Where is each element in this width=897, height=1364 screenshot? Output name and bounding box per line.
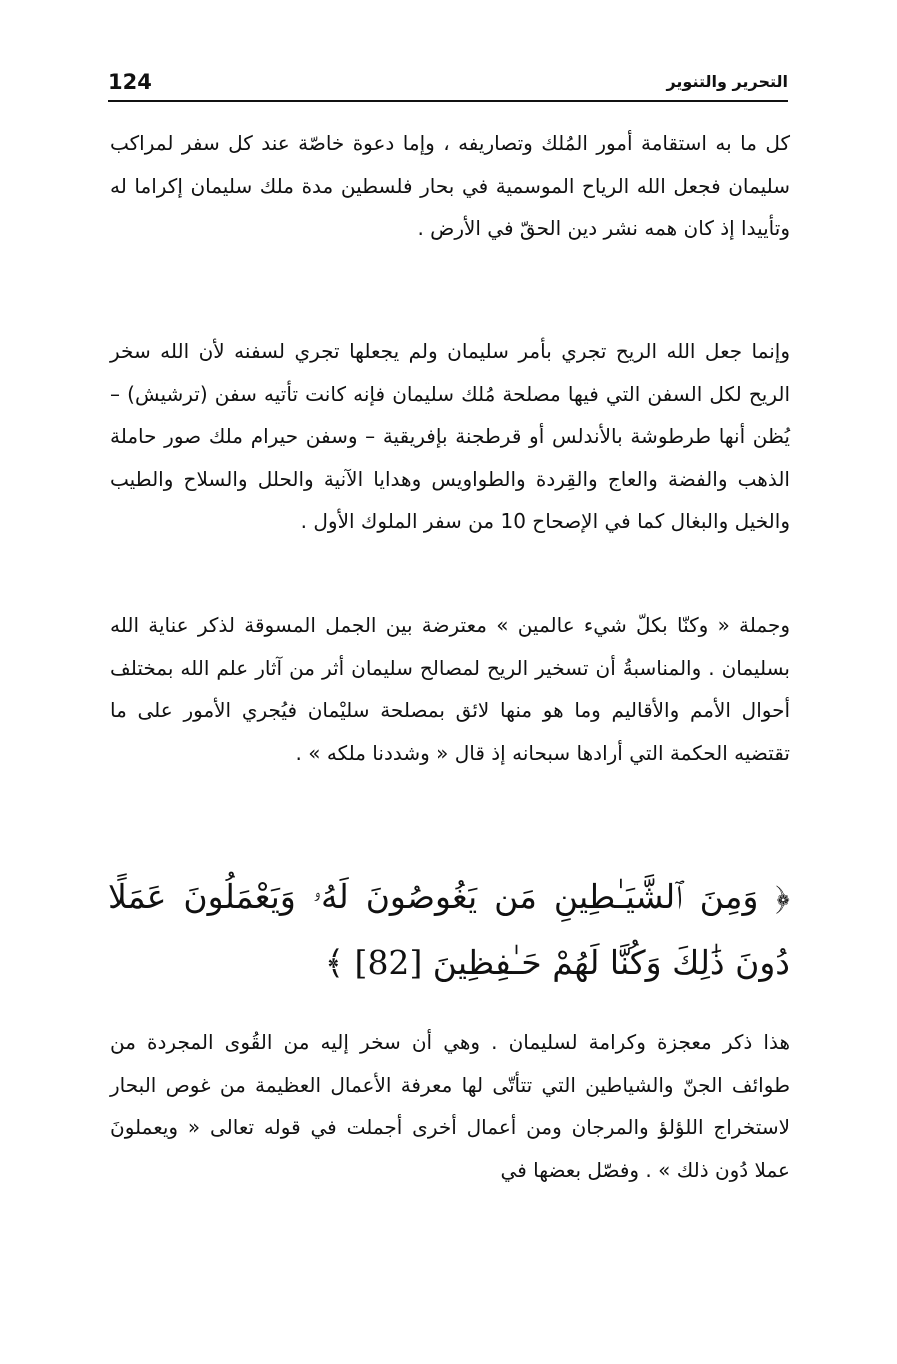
paragraph: وإنما جعل الله الريح تجري بأمر سليمان ولم يجعلها تجري لسفنه لأن الله سخر الريح لكل السفن التي فيها مصلحة مُلك سليمان فإنه كانت تأتيه سفن (ترشيش) – يُظن أنها طرطوشة بالأندلس أو قرطجنة بإفريقية – وسفن حيرام ملك صور حاملة الذهب والفضة والعاج والقِردة والطواويس وهدايا الآنية والحلل والسلاح والطيب والخيل والبغال كما في الإصحاح 10 من سفر الملوك الأول . xyxy=(110,339,790,533)
running-title: التحرير والتنوير xyxy=(666,72,788,91)
header-rule xyxy=(108,100,788,102)
paragraph: كل ما به استقامة أمور المُلك وتصاريفه ، وإما دعوة خاصّة عند كل سفر لمراكب سليمان فجعل الله الرياح الموسمية في بحار فلسطين مدة ملك سليمان إكراما له وتأييدا إذ كان همه نشر دين الحقّ في الأرض . xyxy=(110,131,790,240)
paragraph: هذا ذكر معجزة وكرامة لسليمان . وهي أن سخر إليه من القُوى المجردة من طوائف الجنّ والشياطين التي تتأتّى لها معرفة الأعمال العظيمة من غوص البحار لاستخراج اللؤلؤ والمرجان ومن أعمال أخرى أجملت في قوله تعالى « ويعملونَ عملا دُون ذلك » . وفصّل بعضها في xyxy=(110,1030,790,1182)
paragraph: وجملة « وكنّا بكلّ شيء عالمين » معترضة بين الجمل المسوقة لذكر عناية الله بسليمان . والمناسبةُ أن تسخير الريح لمصالح سليمان أثر من آثار علم الله بمختلف أحوال الأمم والأقاليم وما هو منها لائق بمصلحة سليْمان فيُجري الأمور على ما تقتضيه الحكمة التي أرادها سبحانه إذ قال « وشددنا ملكه » . xyxy=(110,613,790,765)
quran-verse: ﴿ وَمِنَ ٱلشَّيَـٰطِينِ مَن يَغُوصُونَ لَهُۥ وَيَعْمَلُونَ عَمَلًا دُونَ ذَٰلِكَ وَكُنَّا لَهُمْ حَـٰفِظِينَ [82] ﴾ xyxy=(108,877,790,982)
page-header xyxy=(108,70,788,98)
page-number: 124 xyxy=(108,70,152,94)
